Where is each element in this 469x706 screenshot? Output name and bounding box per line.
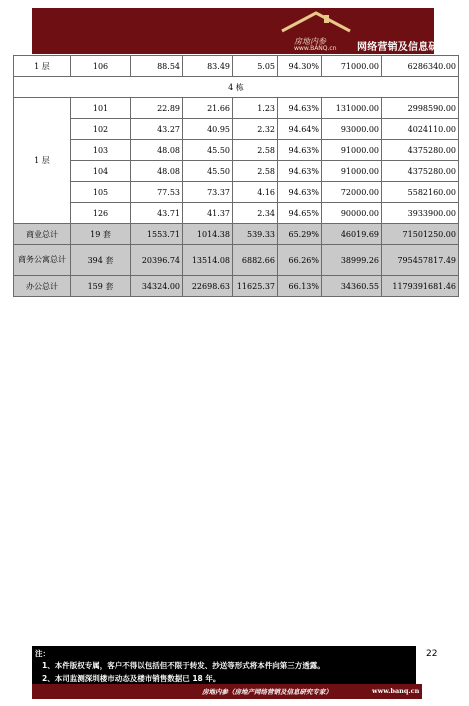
unit-cell: 104 [71,161,131,182]
value-cell: 43.27 [131,119,183,140]
ratio-cell: 94.63% [278,182,322,203]
table-row [14,182,459,203]
price-cell: 90000.00 [322,203,382,224]
ratio-cell: 66.13% [278,276,322,297]
summary-label: 商业总计 [14,224,71,245]
value-cell: 73.37 [183,182,233,203]
value-cell: 20396.74 [131,245,183,276]
ratio-cell: 94.63% [278,161,322,182]
total-cell: 6286340.00 [382,56,459,77]
value-cell: 2.58 [233,140,278,161]
value-cell: 2.32 [233,119,278,140]
value-cell: 2.34 [233,203,278,224]
summary-count: 394 套 [71,245,131,276]
summary-label: 商务公寓总计 [14,245,71,276]
value-cell: 77.53 [131,182,183,203]
value-cell: 2.58 [233,161,278,182]
summary-row [14,245,459,276]
floor-cell: 1 层 [14,98,71,224]
unit-cell: 102 [71,119,131,140]
table-row [14,98,459,119]
brand-slogan: 网络营销及信息研究专家 [357,42,469,53]
price-cell: 131000.00 [322,98,382,119]
ratio-cell: 94.63% [278,140,322,161]
value-cell: 11625.37 [233,276,278,297]
table-row [14,140,459,161]
price-cell: 91000.00 [322,161,382,182]
value-cell: 6882.66 [233,245,278,276]
price-cell: 46019.69 [322,224,382,245]
total-cell: 5582160.00 [382,182,459,203]
price-cell: 38999.26 [322,245,382,276]
unit-cell: 103 [71,140,131,161]
ratio-cell: 94.30% [278,56,322,77]
unit-cell: 101 [71,98,131,119]
page-number: 22 [426,649,438,659]
total-cell: 4375280.00 [382,161,459,182]
total-cell: 4024110.00 [382,119,459,140]
value-cell: 22.89 [131,98,183,119]
note-title: 注： [35,649,50,658]
value-cell: 1.23 [233,98,278,119]
unit-cell: 106 [71,56,131,77]
sales-table [13,55,459,297]
footer-brand: 房地内参（房地产网络营销及信息研究专家） [202,688,332,696]
value-cell: 43.71 [131,203,183,224]
value-cell: 5.05 [233,56,278,77]
value-cell: 1014.38 [183,224,233,245]
total-cell: 71501250.00 [382,224,459,245]
price-cell: 91000.00 [322,140,382,161]
value-cell: 40.95 [183,119,233,140]
unit-cell: 126 [71,203,131,224]
section-row [14,77,459,98]
footer-site: www.banq.cn [372,687,420,695]
price-cell: 71000.00 [322,56,382,77]
ratio-cell: 65.29% [278,224,322,245]
house-roof-icon [280,11,352,35]
footer-notes [32,646,416,684]
value-cell: 45.50 [183,161,233,182]
unit-cell: 105 [71,182,131,203]
value-cell: 539.33 [233,224,278,245]
price-cell: 72000.00 [322,182,382,203]
note-line-1: 1、本件版权专属，客户不得以包括但不限于转发、抄送等形式将本件向第三方透露。 [42,661,325,670]
value-cell: 48.08 [131,140,183,161]
total-cell: 1179391681.46 [382,276,459,297]
ratio-cell: 94.65% [278,203,322,224]
value-cell: 22698.63 [183,276,233,297]
total-cell: 795457817.49 [382,245,459,276]
total-cell: 4375280.00 [382,140,459,161]
floor-cell: 1 层 [14,56,71,77]
value-cell: 45.50 [183,140,233,161]
table-row [14,56,459,77]
value-cell: 4.16 [233,182,278,203]
note-line-2: 2、本司监测深圳楼市动态及楼市销售数据已 18 年。 [42,674,221,683]
ratio-cell: 66.26% [278,245,322,276]
value-cell: 13514.08 [183,245,233,276]
value-cell: 48.08 [131,161,183,182]
value-cell: 88.54 [131,56,183,77]
value-cell: 34324.00 [131,276,183,297]
ratio-cell: 94.64% [278,119,322,140]
value-cell: 83.49 [183,56,233,77]
summary-row [14,276,459,297]
summary-count: 159 套 [71,276,131,297]
value-cell: 1553.71 [131,224,183,245]
price-cell: 93000.00 [322,119,382,140]
price-cell: 34360.55 [322,276,382,297]
value-cell: 41.37 [183,203,233,224]
section-label: 4 栋 [14,77,459,98]
table-row [14,161,459,182]
ratio-cell: 94.63% [278,98,322,119]
footer-band [32,684,422,699]
summary-row [14,224,459,245]
brand-name: 房地内参 [294,37,326,46]
total-cell: 3933900.00 [382,203,459,224]
header-banner [32,8,469,54]
table-row [14,203,459,224]
summary-label: 办公总计 [14,276,71,297]
summary-count: 19 套 [71,224,131,245]
total-cell: 2998590.00 [382,98,459,119]
value-cell: 21.66 [183,98,233,119]
brand-site: www.BANQ.cn [294,45,337,52]
table-row [14,119,459,140]
